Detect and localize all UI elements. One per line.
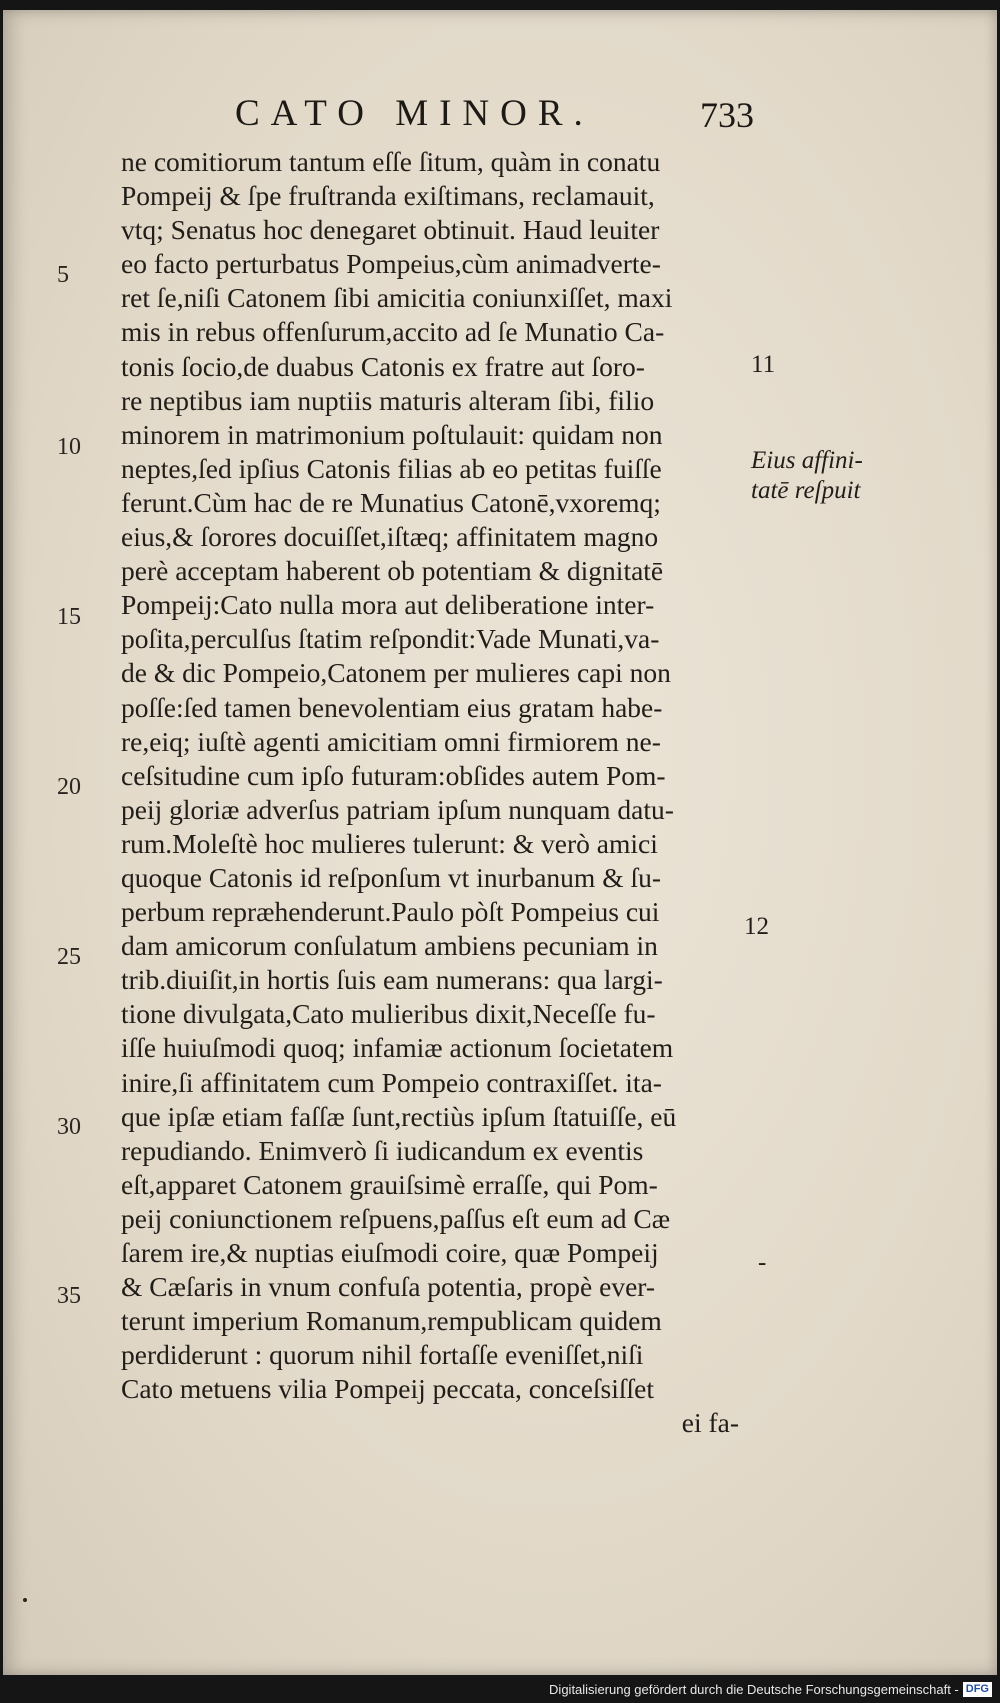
text-line: ceſsitudine cum ipſo futuram:obſides autem Pom- <box>121 759 666 791</box>
text-line: & Cæſaris in vnum confuſa potentia, propè ever- <box>121 1271 656 1303</box>
line-number: 25 <box>57 944 81 970</box>
page-header <box>3 92 997 142</box>
text-line: repudiando. Enimverò ſi iudicandum ex eventis <box>121 1134 644 1166</box>
text-line: mis in rebus offenſurum,accito ad ſe Munatio Ca- <box>121 316 665 348</box>
dfg-logo: DFG <box>963 1682 992 1697</box>
text-line: vtq; Senatus hoc denegaret obtinuit. Haud leuiter <box>121 214 660 246</box>
text-line: eo facto perturbatus Pompeius,cùm animadverte- <box>121 248 661 280</box>
text-line: inire,ſi affinitatem cum Pompeio contraxiſſet. ita- <box>121 1066 662 1098</box>
line-number: 20 <box>57 774 81 800</box>
text-line: terunt imperium Romanum,rempublicam quidem <box>121 1305 662 1337</box>
text-line: poſita,perculſus ſtatim reſpondit:Vade Munati,va- <box>121 623 660 655</box>
text-line: perè acceptam haberent ob potentiam & dignitatē <box>121 555 664 587</box>
text-line: neptes,ſed ipſius Catonis filias ab eo petitas fuiſſe <box>121 452 662 484</box>
line-number: 15 <box>57 604 81 630</box>
line-number: 10 <box>57 434 81 460</box>
text-line: Pompeij & ſpe fruſtranda exiſtimans, reclamauit, <box>121 180 655 212</box>
digitization-credit <box>549 1682 992 1697</box>
text-line: poſſe:ſed tamen benevolentiam eius gratam habe- <box>121 691 663 723</box>
marginal-note-line: Eius affini- <box>751 447 863 474</box>
text-line: ferunt.Cùm hac de re Munatius Catonē,vxoremq; <box>121 486 661 518</box>
line-number: 35 <box>57 1283 81 1309</box>
marginal-note <box>751 446 863 506</box>
text-line: iſſe huiuſmodi quoq; infamiæ actionum ſocietatem <box>121 1032 674 1064</box>
text-line: quoque Catonis id reſponſum vt inurbanum & ſu- <box>121 861 662 893</box>
text-line: tonis ſocio,de duabus Catonis ex fratre aut ſoro- <box>121 350 645 382</box>
book-page <box>3 10 997 1675</box>
text-line: re,eiq; iuſtè agenti amicitiam omni firmiorem ne- <box>121 725 661 757</box>
line-number: 30 <box>57 1114 81 1140</box>
text-line: ſarem ire,& nuptias eiuſmodi coire, quæ Pompeij <box>121 1237 659 1268</box>
text-line: trib.diuiſit,in hortis ſuis eam numerans: qua largi- <box>121 964 663 996</box>
text-line: eius,& ſorores docuiſſet,iſtæq; affinitatem magno <box>121 521 659 553</box>
text-line: ne comitiorum tantum eſſe ſitum, quàm in conatu <box>121 146 661 177</box>
text-line: peij coniunctionem reſpuens,paſſus eſt eum ad Cæ <box>121 1202 671 1234</box>
text-line: eſt,apparet Catonem grauiſsimè erraſſe, qui Pom- <box>121 1168 658 1200</box>
marginal-section-number: 12 <box>744 913 769 940</box>
running-title: CATO MINOR. <box>235 93 594 134</box>
catchword: ei fa- <box>681 1407 739 1439</box>
text-line: perbum repræhenderunt.Paulo pòſt Pompeius cui <box>121 896 660 928</box>
body-text <box>121 145 739 1441</box>
text-line: de & dic Pompeio,Catonem per mulieres capi non <box>121 657 671 689</box>
text-line: Pompeij:Cato nulla mora aut deliberatione inter- <box>121 589 655 621</box>
marginal-section-number: 11 <box>751 351 776 378</box>
text-line: peij gloriæ adverſus patriam ipſum nunquam datu- <box>121 793 674 825</box>
text-line: dam amicorum conſulatum ambiens pecuniam in <box>121 930 658 962</box>
text-line: Cato metuens vilia Pompeij peccata, conceſsiſſet <box>121 1373 655 1405</box>
text-line: tione divulgata,Cato mulieribus dixit,Neceſſe fu- <box>121 998 656 1030</box>
text-line: perdiderunt : quorum nihil fortaſſe eveniſſet,niſi <box>121 1339 644 1371</box>
page-number: 733 <box>700 95 754 135</box>
ink-speck <box>23 1598 27 1602</box>
text-line: que ipſæ etiam faſſæ ſunt,rectiùs ipſum ſtatuiſſe, eū <box>121 1100 677 1132</box>
marginal-dash: - <box>758 1249 767 1276</box>
text-line: minorem in matrimonium poſtulauit: quidam non <box>121 418 663 450</box>
text-line: rum.Moleſtè hoc mulieres tulerunt: & verò amici <box>121 827 658 859</box>
line-number: 5 <box>57 262 69 288</box>
text-line: ret ſe,niſi Catonem ſibi amicitia coniunxiſſet, maxi <box>121 282 673 314</box>
text-line: re neptibus iam nuptiis maturis alteram ſibi, filio <box>121 384 655 416</box>
credit-text: Digitalisierung gefördert durch die Deutsche Forschungsgemeinschaft - <box>549 1682 959 1697</box>
marginal-note-line: tatē reſpuit <box>751 477 861 504</box>
